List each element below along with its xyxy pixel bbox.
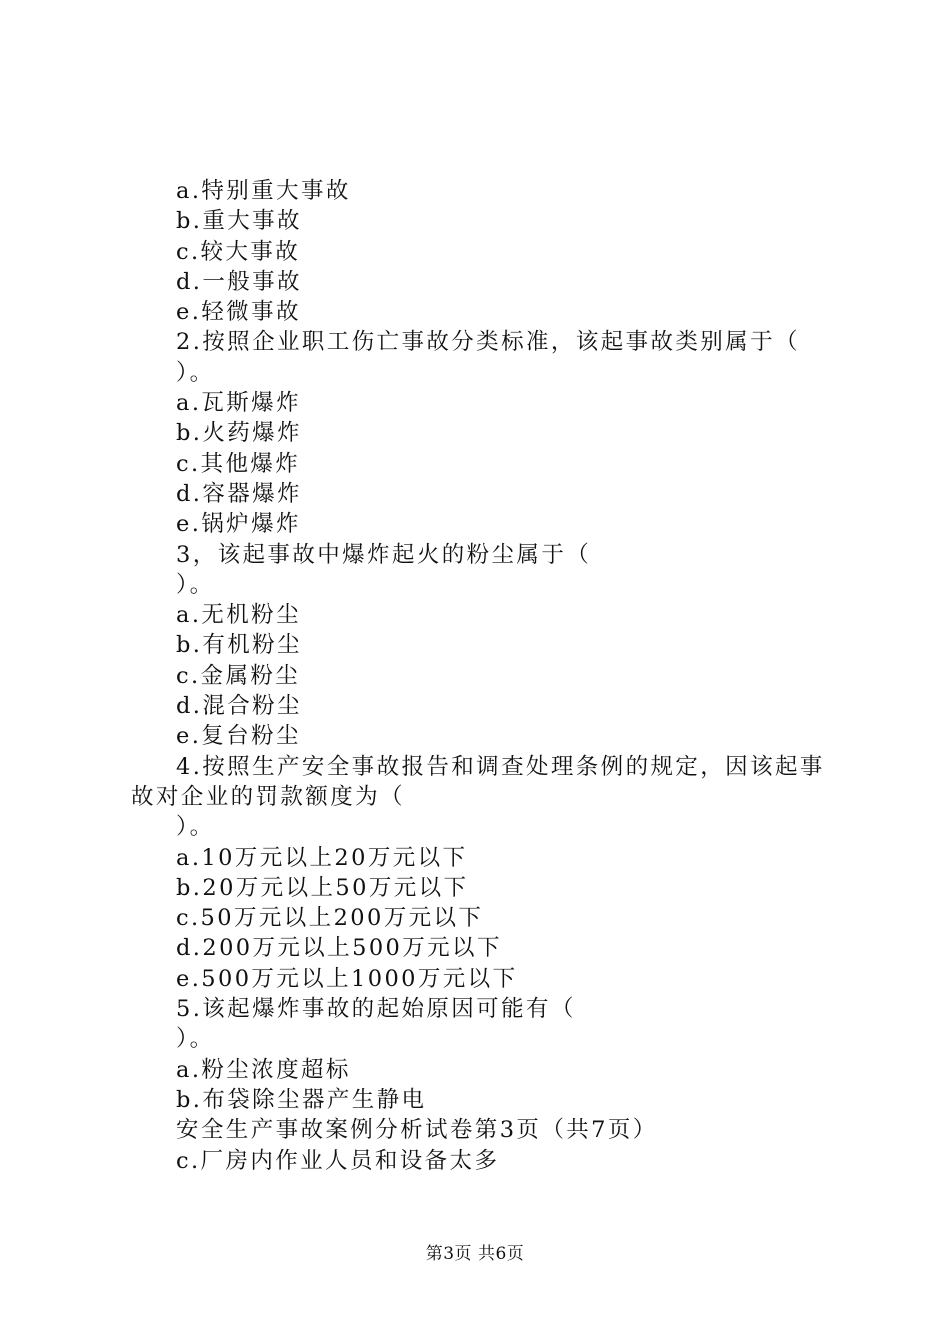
text-line: a.粉尘浓度超标 — [176, 1056, 351, 1083]
text-line: 安全生产事故案例分析试卷第3页（共7页） — [176, 1117, 658, 1144]
text-line: d.200万元以上500万元以下 — [176, 935, 502, 962]
text-line: 3，该起事故中爆炸起火的粉尘属于（ — [176, 541, 592, 568]
text-line: e.锅炉爆炸 — [176, 511, 301, 538]
text-line: c.较大事故 — [176, 238, 301, 265]
text-line: ）。 — [176, 359, 215, 386]
text-line: d.混合粉尘 — [176, 693, 302, 720]
text-line: d.一般事故 — [176, 268, 302, 295]
text-line: a.无机粉尘 — [176, 602, 301, 629]
text-line: c.50万元以上200万元以下 — [176, 905, 484, 932]
text-line: c.厂房内作业人员和设备太多 — [176, 1147, 500, 1174]
text-line: ）。 — [176, 814, 215, 841]
text-line: e.500万元以上1000万元以下 — [176, 965, 518, 992]
text-line: b.布袋除尘器产生静电 — [176, 1086, 427, 1113]
text-line: 5.该起爆炸事故的起始原因可能有（ — [176, 996, 576, 1023]
text-line: e.复台粉尘 — [176, 723, 301, 750]
text-line: b.重大事故 — [176, 208, 302, 235]
text-line: e.轻微事故 — [176, 299, 301, 326]
text-line: a.特别重大事故 — [176, 178, 351, 204]
text-line: 2.按照企业职工伤亡事故分类标准，该起事故类别属于（ — [176, 329, 800, 356]
text-line: 4.按照生产安全事故报告和调查处理条例的规定，因该起事 — [176, 753, 825, 780]
text-line: c.金属粉尘 — [176, 662, 301, 689]
text-line: b.20万元以上50万元以下 — [176, 874, 469, 901]
text-line: ）。 — [176, 1026, 215, 1053]
text-line: c.其他爆炸 — [176, 450, 301, 477]
text-line: b.火药爆炸 — [176, 420, 302, 447]
text-line: ）。 — [176, 571, 215, 598]
text-line: b.有机粉尘 — [176, 632, 302, 659]
text-line: 故对企业的罚款额度为（ — [131, 783, 405, 810]
text-line: a.瓦斯爆炸 — [176, 390, 301, 417]
text-line: d.容器爆炸 — [176, 480, 302, 507]
page-footer: 第3页 共6页 — [425, 1244, 525, 1264]
text-line: a.10万元以上20万元以下 — [176, 844, 468, 871]
document-body — [131, 176, 841, 1176]
